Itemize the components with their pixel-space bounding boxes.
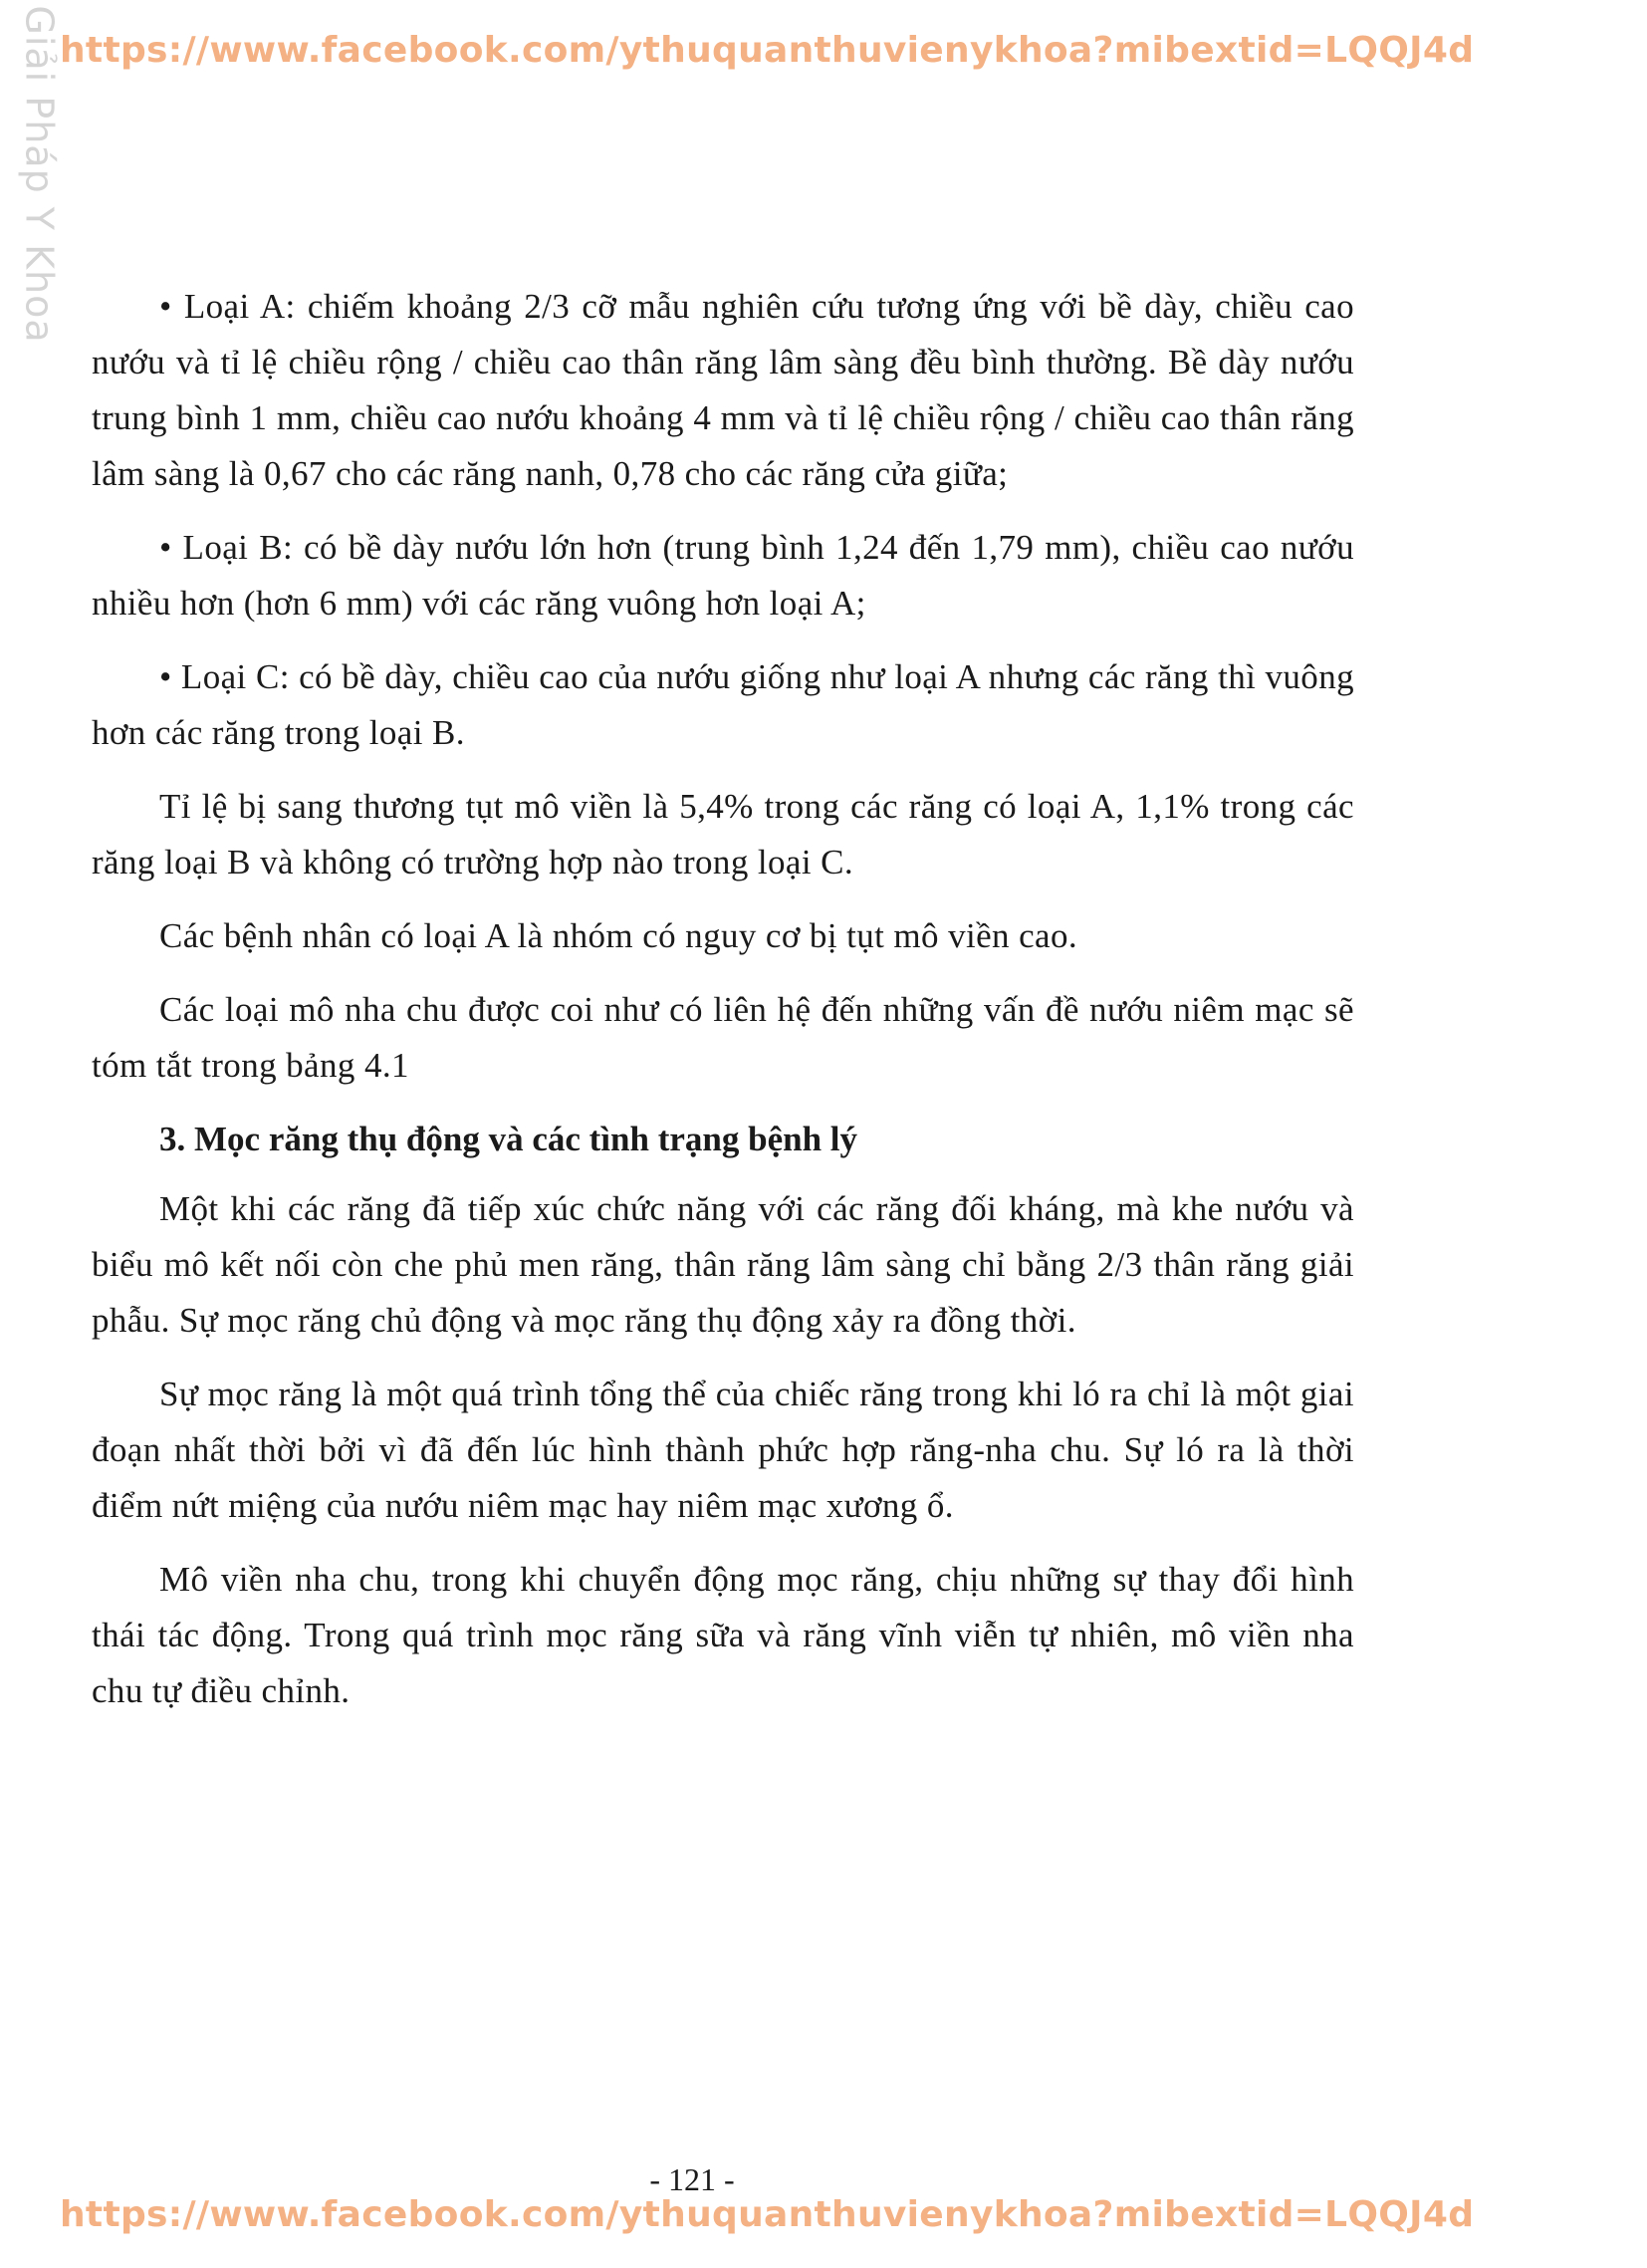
- watermark-url-top: https://www.facebook.com/ythuquanthuvienykhoa?mibextid=LQQJ4d: [60, 30, 1475, 71]
- page-body: [92, 279, 1354, 1737]
- side-watermark-text: Giải Pháp Y Khoa: [18, 5, 62, 344]
- page-number: - 121 -: [649, 2161, 735, 2197]
- paragraph-type-a: • Loại A: chiếm khoảng 2/3 cỡ mẫu nghiên cứu tương ứng với bề dày, chiều cao nướu và tỉ lệ chiều rộng / chiều cao thân răng lâm sàng đều bình thường. Bề dày nướu trung bình 1 mm, chiều cao nướu khoảng 4 mm và tỉ lệ chiều rộng / chiều cao thân răng lâm sàng là 0,67 cho các răng nanh, 0,78 cho các răng cửa giữa;: [92, 287, 1354, 493]
- watermark-url-bottom: https://www.facebook.com/ythuquanthuvienykhoa?mibextid=LQQJ4d: [60, 2194, 1475, 2235]
- paragraph-eruption-1: Một khi các răng đã tiếp xúc chức năng với các răng đối kháng, mà khe nướu và biểu mô kết nối còn che phủ men răng, thân răng lâm sàng chỉ bằng 2/3 thân răng giải phẫu. Sự mọc răng chủ động và mọc răng thụ động xảy ra đồng thời.: [92, 1189, 1354, 1340]
- section-heading: 3. Mọc răng thụ động và các tình trạng bệnh lý: [159, 1120, 858, 1158]
- paragraph-table-reference: Các loại mô nha chu được coi như có liên hệ đến những vấn đề nướu niêm mạc sẽ tóm tắt trong bảng 4.1: [92, 990, 1354, 1085]
- paragraph-type-c: • Loại C: có bề dày, chiều cao của nướu giống như loại A nhưng các răng thì vuông hơn các răng trong loại B.: [92, 657, 1354, 752]
- paragraph-eruption-2: Sự mọc răng là một quá trình tổng thể của chiếc răng trong khi ló ra chỉ là một giai đoạn nhất thời bởi vì đã đến lúc hình thành phức hợp răng-nha chu. Sự ló ra là thời điểm nứt miệng của nướu niêm mạc hay niêm mạc xương ổ.: [92, 1375, 1354, 1525]
- side-watermark: [10, 5, 70, 344]
- paragraph-type-b: • Loại B: có bề dày nướu lớn hơn (trung bình 1,24 đến 1,79 mm), chiều cao nướu nhiều hơn (hơn 6 mm) với các răng vuông hơn loại A;: [92, 528, 1354, 623]
- paragraph-recession-rate: Tỉ lệ bị sang thương tụt mô viền là 5,4% trong các răng có loại A, 1,1% trong các răng loại B và không có trường hợp nào trong loại C.: [92, 787, 1354, 882]
- paragraph-risk-group: Các bệnh nhân có loại A là nhóm có nguy cơ bị tụt mô viền cao.: [159, 916, 1077, 955]
- paragraph-eruption-3: Mô viền nha chu, trong khi chuyển động mọc răng, chịu những sự thay đổi hình thái tác động. Trong quá trình mọc răng sữa và răng vĩnh viễn tự nhiên, mô viền nha chu tự điều chỉnh.: [92, 1560, 1354, 1710]
